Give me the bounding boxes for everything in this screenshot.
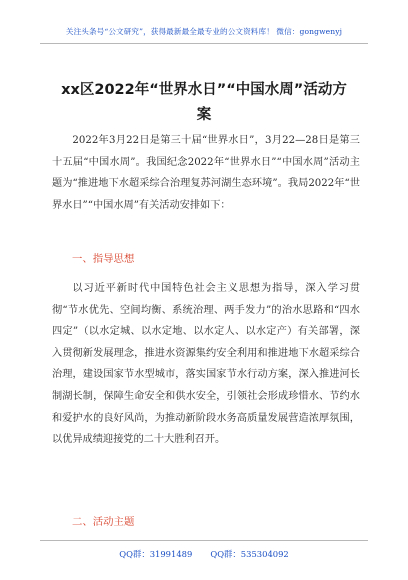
header-note: 关注头条号“公文研究”，获得最新最全最专业的公文资料库！ 微信：gongwenyj xyxy=(65,27,343,36)
footer-qq-group-1: QQ群：31991489 xyxy=(119,549,193,559)
section-heading-activity-theme: 二、活动主题 xyxy=(72,516,135,528)
footer-divider xyxy=(40,540,368,541)
guiding-ideology-paragraph: 以习近平新时代中国特色社会主义思想为指导，深入学习贯彻“节水优先、空间均衡、系统治理、两手发力”的治水思路和“四水四定”（以水定城、以水定地、以水定人、以水定产）有关部署，深入贯彻新发展理念，推进水资源集约安全利用和推进地下水超采综合治理，建设国家节水型城市，落实国家节水行动方案，深入推进河长制湖长制，保障生命安全和供水安全，引领社会形成珍惜水、节约水和爱护水的良好风尚，为推动新阶段水务高质量发展营造浓厚氛围，以优异成绩迎接党的二十大胜利召开。 xyxy=(52,283,360,446)
header-divider xyxy=(40,43,368,44)
document-title: xx区2022年“世界水日”“中国水周”活动方案 xyxy=(61,82,347,123)
section-heading-guiding-ideology: 一、指导思想 xyxy=(72,253,135,265)
intro-paragraph: 2022年3月22日是第三十届“世界水日”，3月22—28日是第三十五届“中国水周”。我国纪念2022年“世界水日”“中国水周”活动主题为“推进地下水超采综合治理复苏河湖生态环境”。我局2022年“世界水日”“中国水周”有关活动安排如下： xyxy=(52,135,360,211)
footer xyxy=(40,548,368,560)
footer-qq-group-2: QQ群：535304092 xyxy=(210,549,289,559)
